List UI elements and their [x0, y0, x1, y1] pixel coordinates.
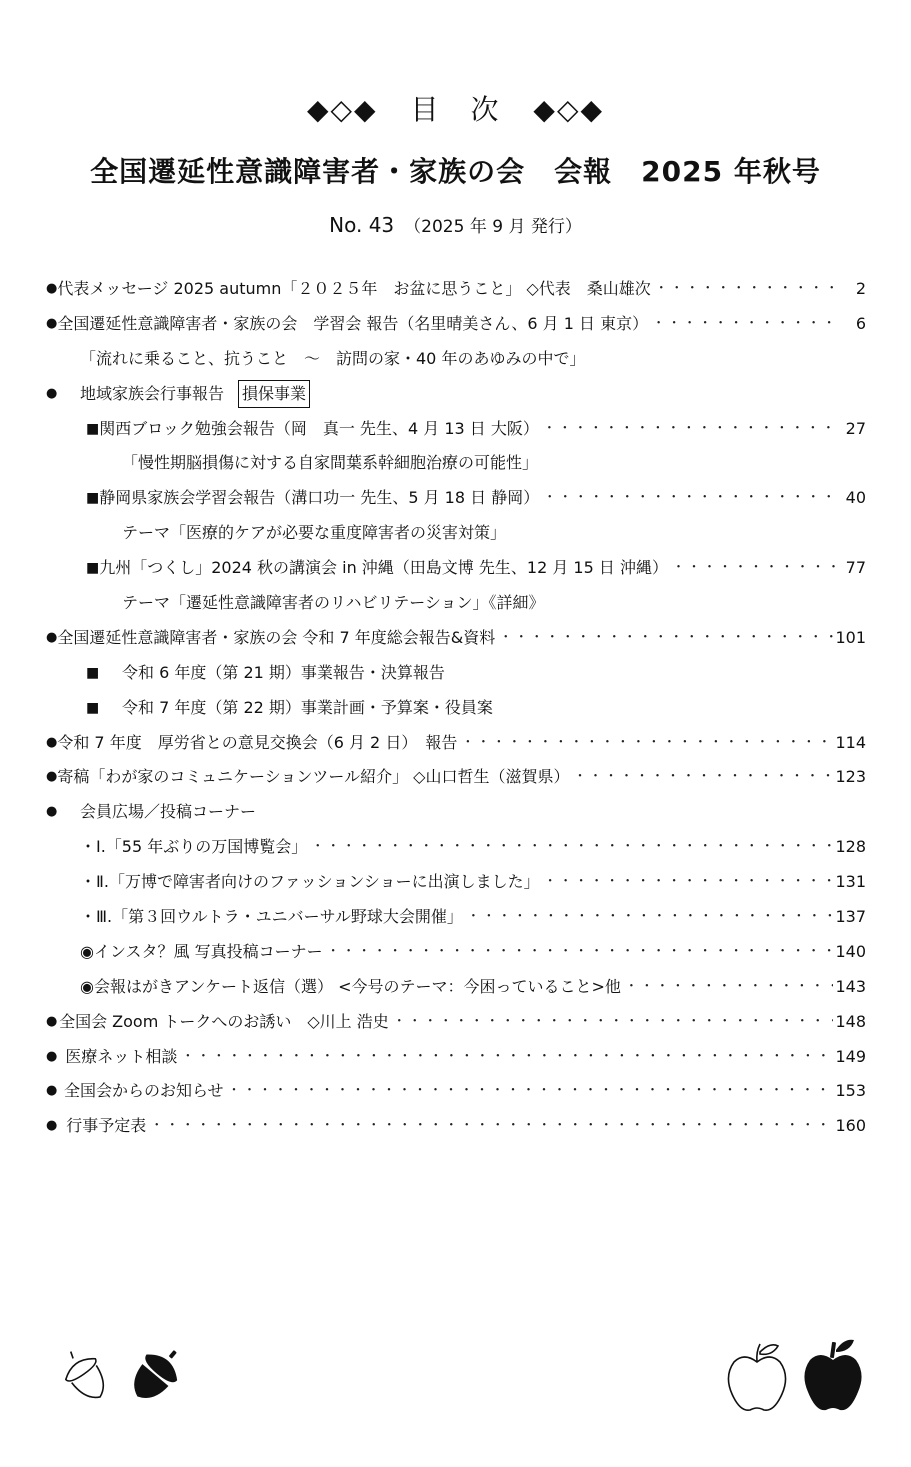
toc-entry	[46, 1005, 866, 1040]
dot-leader	[181, 1040, 833, 1075]
dot-leader	[543, 412, 836, 447]
toc-heading	[0, 88, 911, 128]
bullet-marker: ●	[46, 1118, 58, 1134]
toc-entry-title: テーマ「遷延性意識障害者のリハビリテーション」《詳細》	[122, 593, 545, 613]
dot-leader	[573, 760, 833, 795]
dot-leader	[311, 830, 833, 865]
toc-entry-page: 149	[835, 1046, 866, 1066]
square-marker: ■	[86, 699, 100, 716]
toc-section	[46, 795, 866, 830]
toc-entry-title: 地域家族会行事報告	[80, 383, 225, 403]
toc-entry	[46, 1040, 866, 1075]
toc-entry-title: 全国会 Zoom トークへのお誘い ◇川上 浩史	[59, 1011, 389, 1031]
toc-entry-title: 寄稿「わが家のコミュニケーションツール紹介」 ◇山口哲生（滋賀県）	[57, 767, 570, 787]
toc-entry-title: ・Ⅲ.「第３回ウルトラ・ユニバーサル野球大会開催」	[80, 907, 463, 927]
heading-symbols-left: ◆◇◆	[306, 93, 378, 126]
dot-leader	[393, 1005, 834, 1040]
toc-entry-page: 27	[845, 418, 866, 438]
square-marker: ■	[86, 420, 100, 437]
toc-entry-title: ・Ⅱ.「万博で障害者向けのファッションショーに出演しました」	[80, 872, 540, 892]
toc-entry-page: 131	[835, 872, 866, 892]
issue-line	[0, 212, 911, 237]
toc-entry-subtitle	[46, 446, 866, 481]
toc-entry-title: 令和 7 年度（第 22 期）事業計画・予算案・役員案	[122, 697, 493, 717]
bullet-marker: ●	[46, 1083, 58, 1099]
square-marker: ■	[86, 490, 100, 507]
toc-entry-page: 123	[835, 767, 866, 787]
bullet-marker: ●	[46, 734, 58, 750]
apple-filled-icon	[800, 1336, 866, 1416]
dot-leader	[461, 726, 833, 761]
toc-entry-title: 全国遷延性意識障害者・家族の会 令和 7 年度総会報告&資料	[57, 627, 496, 647]
toc-entry-title: 令和 6 年度（第 21 期）事業報告・決算報告	[122, 662, 445, 682]
toc-entry	[46, 726, 866, 761]
toc-subentry	[46, 830, 866, 865]
toc-entry-page: 2	[855, 279, 866, 298]
toc-entry	[46, 1074, 866, 1109]
toc-entry-title: 関西ブロック勉強会報告（岡 真一 先生、4 月 13 日 大阪）	[99, 418, 539, 438]
bullet-marker: ●	[46, 1048, 58, 1064]
toc-entry-page: 148	[835, 1011, 866, 1031]
issue-number: No. 43	[329, 213, 395, 237]
dot-leader	[544, 865, 834, 900]
toc-entry-title: ◉会報はがきアンケート返信（選） <今号のテーマ：今困っていること>他	[80, 976, 621, 996]
square-marker: ■	[86, 664, 100, 681]
toc-subentry	[46, 481, 866, 516]
toc-entry-title: 静岡県家族会学習会報告（溝口功一 先生、5 月 18 日 静岡）	[99, 488, 540, 508]
acorn-filled-icon	[122, 1336, 194, 1408]
toc-entry-subtitle	[46, 586, 866, 621]
toc-subentry	[46, 970, 866, 1005]
toc-entry	[46, 621, 866, 656]
bullet-marker: ●	[46, 629, 58, 645]
heading-symbols-right: ◆◇◆	[533, 93, 605, 126]
dot-leader	[652, 307, 836, 342]
acorn-outline-icon	[46, 1338, 126, 1408]
toc-entry-title: 全国遷延性意識障害者・家族の会 学習会 報告（名里晴美さん、6 月 1 日 東京）	[57, 313, 649, 333]
bullet-marker: ●	[46, 1013, 58, 1029]
toc-entry-page: 114	[835, 732, 866, 752]
toc-entry	[46, 307, 866, 342]
toc-entry-page: 140	[835, 941, 866, 961]
toc-entry-subtitle	[46, 342, 866, 377]
toc-entry-title: 代表メッセージ 2025 autumn「２０２５年 お盆に思うこと」 ◇代表 桑山雄次	[57, 279, 651, 298]
toc-entry-title: テーマ「医療的ケアが必要な重度障害者の災害対策」	[122, 523, 507, 543]
bullet-marker: ●	[46, 281, 58, 296]
toc-entry-page: 160	[835, 1116, 866, 1136]
toc-section	[46, 377, 866, 412]
toc-entry-title: 医療ネット相談	[65, 1046, 178, 1066]
toc-entry-page: 153	[835, 1081, 866, 1101]
toc-subentry	[46, 900, 866, 935]
toc-entry-page: 77	[845, 558, 866, 578]
toc-entry-page: 137	[835, 907, 866, 927]
toc-entry-title: 「慢性期脳損傷に対する自家間葉系幹細胞治療の可能性」	[122, 453, 539, 473]
toc-entry-page: 101	[835, 627, 866, 647]
bullet-marker: ●	[46, 315, 58, 331]
toc-entry	[46, 760, 866, 795]
toc-entry-page: 128	[835, 837, 866, 857]
toc-entry-title: 全国会からのお知らせ	[63, 1081, 224, 1101]
apple-outline-icon	[724, 1340, 790, 1416]
dot-leader	[543, 481, 836, 516]
table-of-contents	[46, 272, 866, 1144]
sponsor-box: 損保事業	[238, 380, 310, 408]
toc-subentry	[46, 691, 866, 726]
dot-leader	[655, 272, 836, 307]
toc-entry-page: 40	[845, 488, 866, 508]
toc-entry-title: ・Ⅰ.「55 年ぶりの万国博覧会」	[80, 837, 308, 857]
bullet-marker: ●	[46, 385, 58, 401]
toc-entry-title: 令和 7 年度 厚労省との意見交換会（6 月 2 日） 報告	[57, 732, 458, 752]
toc-entry-title: 「流れに乗ること、抗うこと ～ 訪問の家・40 年のあゆみの中で」	[80, 348, 586, 368]
toc-entry-page: 143	[835, 976, 866, 996]
square-marker: ■	[86, 560, 100, 577]
toc-entry-title: 会員広場／投稿コーナー	[80, 802, 257, 822]
toc-entry	[46, 1109, 866, 1144]
toc-entry	[46, 272, 866, 307]
heading-text: 目 次	[410, 93, 501, 126]
toc-subentry	[46, 551, 866, 586]
dot-leader	[228, 1074, 834, 1109]
toc-entry-subtitle	[46, 516, 866, 551]
toc-entry-page: 6	[855, 313, 866, 333]
toc-entry-title: 行事予定表	[66, 1116, 147, 1136]
dot-leader	[499, 621, 833, 656]
dot-leader	[327, 935, 834, 970]
document-title: 全国遷延性意識障害者・家族の会 会報 2025 年秋号	[90, 155, 821, 188]
dot-leader	[150, 1109, 833, 1144]
bullet-marker: ●	[46, 769, 58, 785]
toc-subentry	[46, 935, 866, 970]
toc-subentry	[46, 412, 866, 447]
dot-leader	[467, 900, 834, 935]
dot-leader	[672, 551, 836, 586]
toc-entry-title: 九州「つくし」2024 秋の講演会 in 沖縄（田島文博 先生、12 月 15 日 沖縄）	[99, 558, 668, 578]
toc-subentry	[46, 865, 866, 900]
toc-subentry	[46, 656, 866, 691]
toc-entry-title: ◉インスタ？風 写真投稿コーナー	[80, 941, 323, 961]
issue-date: （2025 年 9 月 発行）	[404, 217, 582, 237]
bullet-marker: ●	[46, 804, 58, 820]
dot-leader	[625, 970, 834, 1005]
